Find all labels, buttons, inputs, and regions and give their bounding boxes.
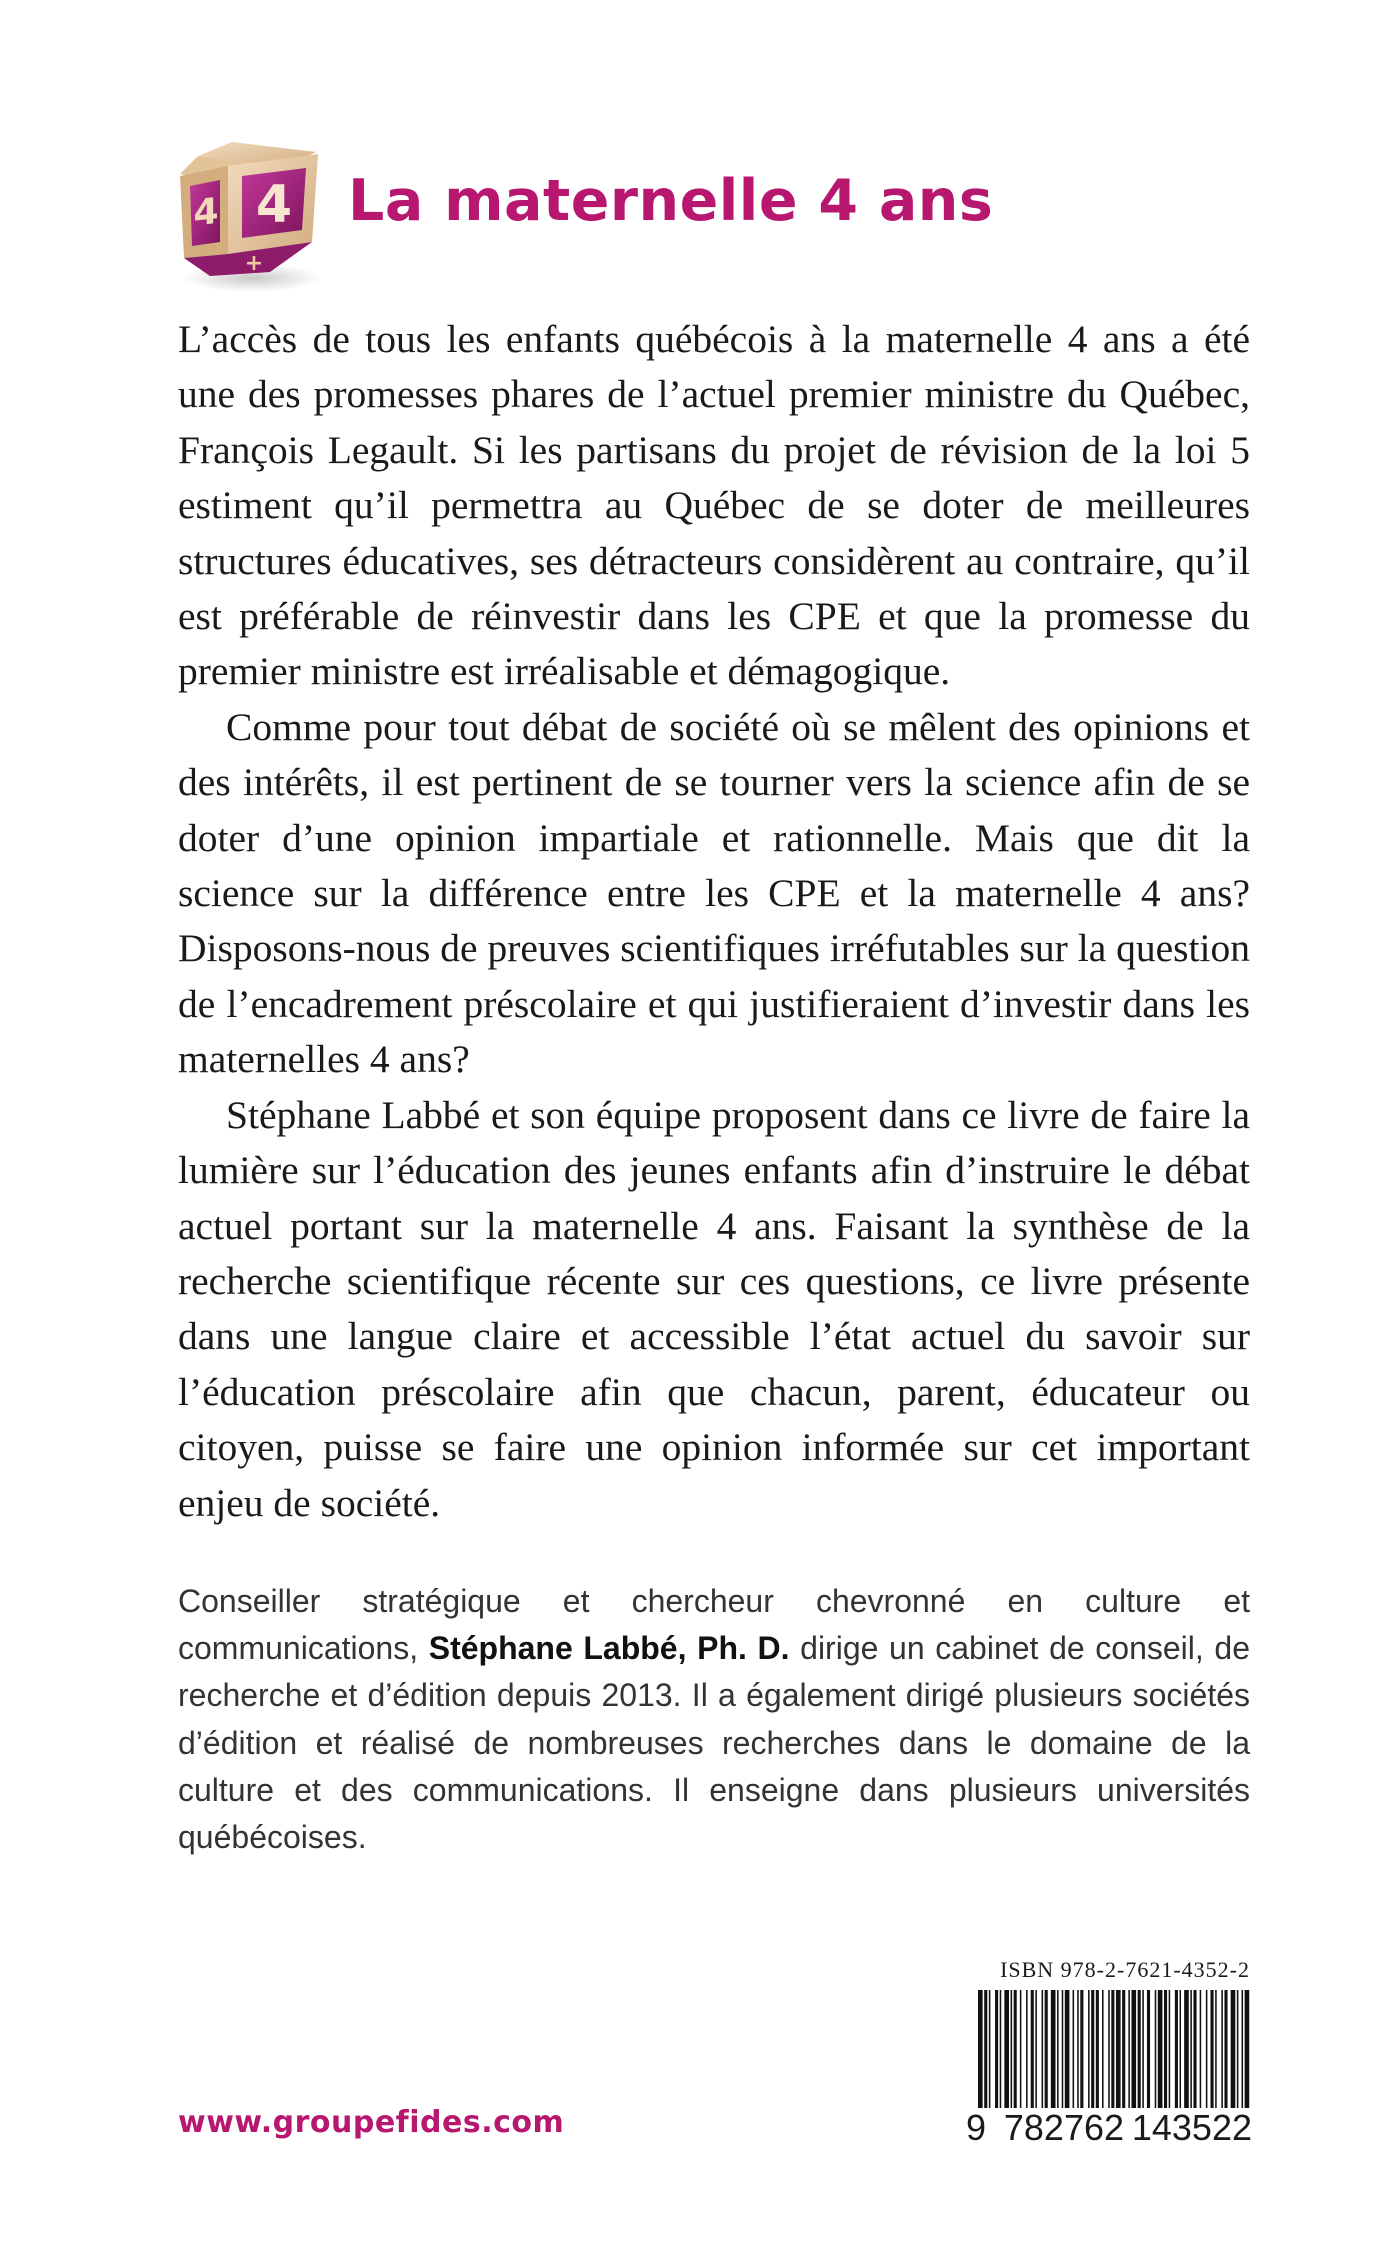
number-block-icon: [170, 138, 330, 298]
bio-rest: dirige un cabinet de conseil, de recherche et d’édition depuis 2013. Il a également dirigé plusieurs sociétés d’édition et réalisé de nombreuses recherches dans le domaine de la culture et des communications. Il enseigne dans plusieurs universités québécoises.: [178, 1630, 1251, 1856]
svg-text:+: +: [244, 251, 264, 276]
bio-intro: Conseiller stratégique et chercheur chevronné en culture et communications,: [178, 1583, 1250, 1667]
author-name: Stéphane Labbé, Ph. D.: [428, 1630, 790, 1667]
svg-text:4: 4: [193, 189, 219, 235]
isbn-number: ISBN 978-2-7621-4352-2: [1000, 1957, 1250, 1982]
svg-text:4: 4: [255, 175, 293, 235]
publisher-website[interactable]: www.groupefides.com: [178, 2105, 565, 2140]
blurb-paragraph: L’accès de tous les enfants québécois à la maternelle 4 ans a été une des promesses phares de l’actuel premier ministre du Québec, François Legault. Si les partisans du projet de révision de la loi 5 estiment qu’il permettra au Québec de se doter de meilleures structures éducatives, ses détracteurs considèrent au contraire, qu’il est préférable de réinvestir dans les CPE et que la promesse du premier ministre est irréalisable et démagogique.: [178, 317, 1250, 694]
book-title: La maternelle 4 ans: [348, 168, 994, 234]
blurb: [178, 312, 1250, 1531]
barcode-group-2: 143522: [1131, 2107, 1252, 2148]
barcode-lead-digit: 9: [966, 2107, 987, 2148]
author-bio: [178, 1578, 1250, 1861]
barcode-group-1: 782762: [1003, 2107, 1125, 2148]
blurb-paragraph: Comme pour tout débat de société où se mêlent des opinions et des intérêts, il est pertinent de se tourner vers la science afin de se doter d’une opinion impartiale et rationnelle. Mais que dit la science sur la différence entre les CPE et la maternelle 4 ans? Disposons-nous de preuves scientifiques irréfutables sur la question de l’encadrement préscolaire et qui justifieraient d’investir dans les maternelles 4 ans?: [178, 704, 1250, 1082]
blurb-paragraph: Stéphane Labbé et son équipe proposent dans ce livre de faire la lumière sur l’éducation des jeunes enfants afin d’instruire le débat actuel portant sur la maternelle 4 ans. Faisant la synthèse de la recherche scientifique récente sur ces questions, ce livre présente dans une langue claire et accessible l’état actuel du savoir sur l’éducation préscolaire afin que chacun, parent, éducateur ou citoyen, puisse se faire une opinion informée sur cet important enjeu de société.: [178, 1092, 1250, 1525]
barcode: [978, 1990, 1250, 2118]
barcode-digits: [960, 2108, 1252, 2148]
